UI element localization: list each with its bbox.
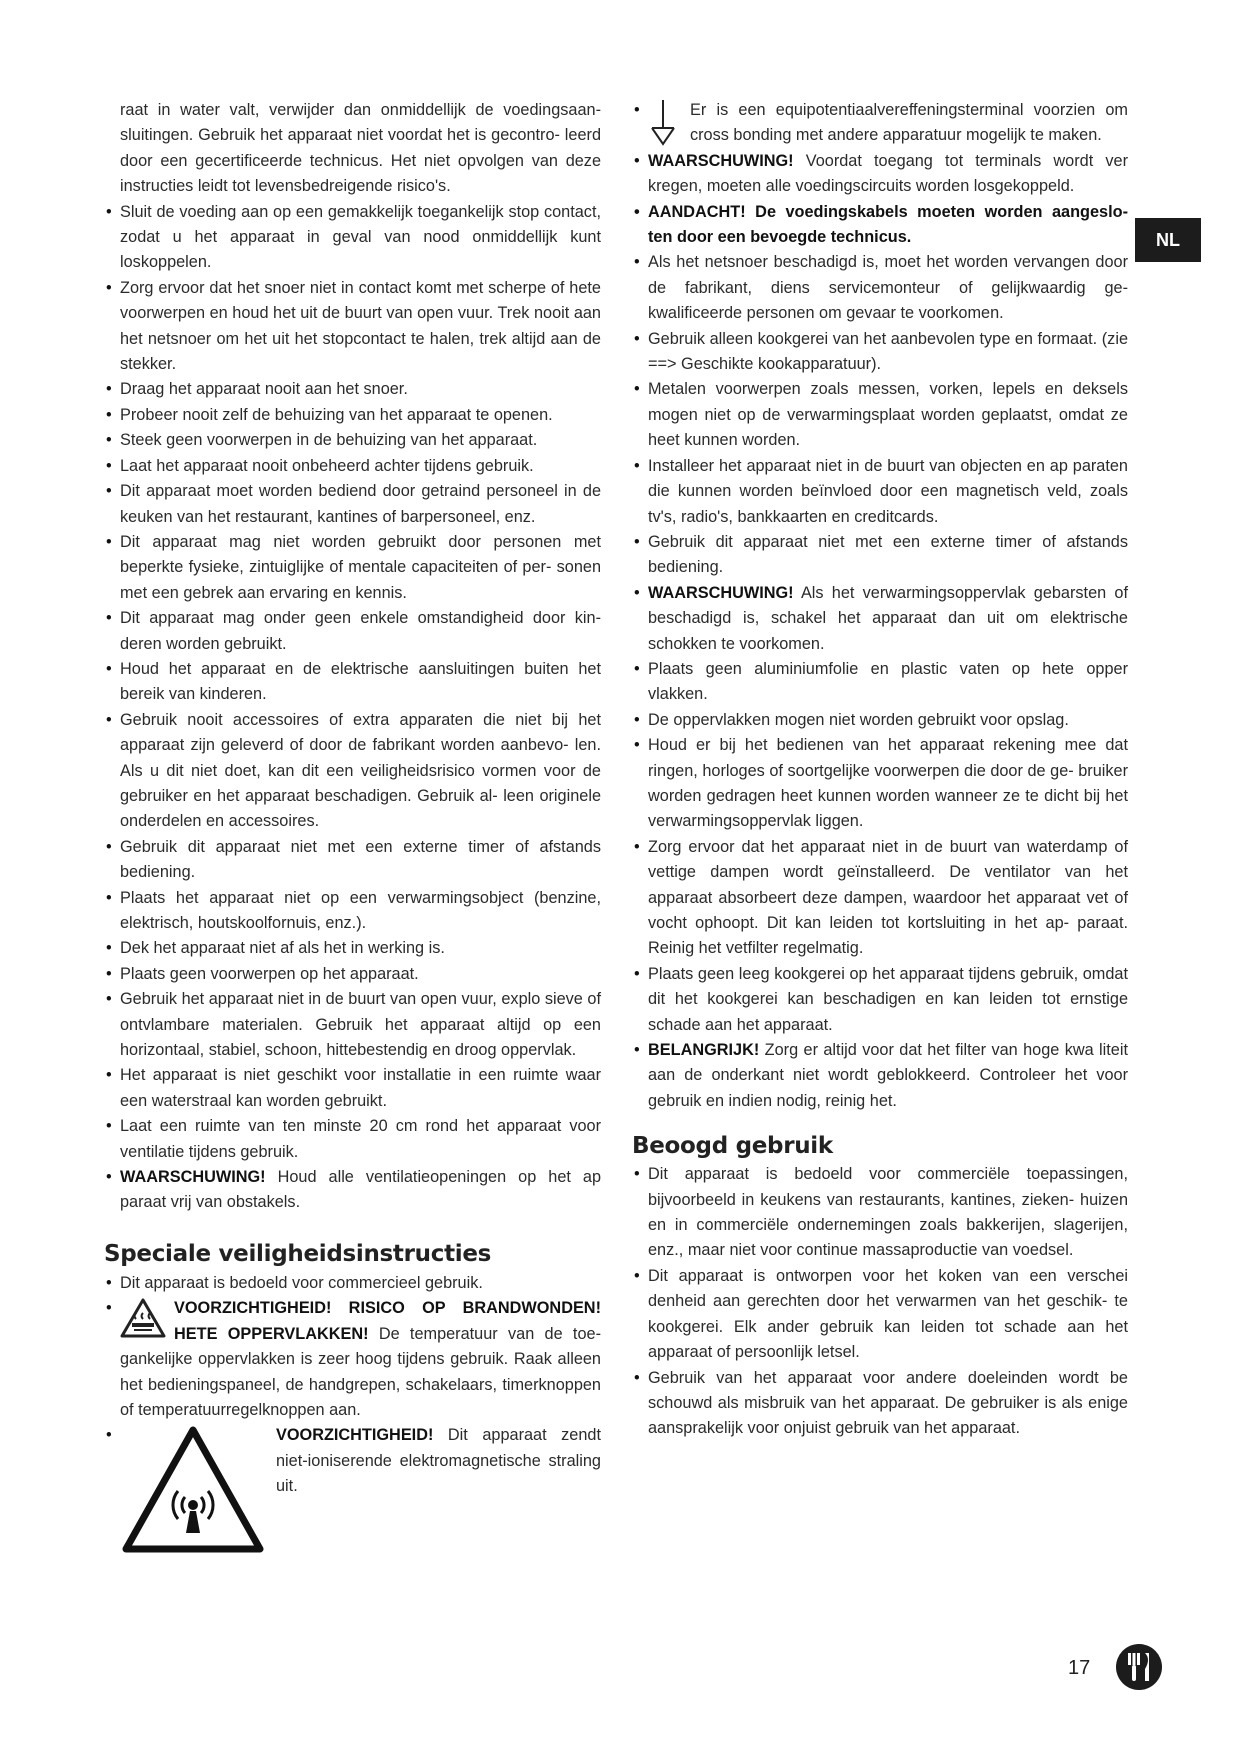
equipotential-text: Er is een equipotentiaalvereffeningsterminal voorzien om cross bonding met andere apparatuur mogelijk te maken. [690, 101, 1128, 145]
radiation-warning-icon [120, 1425, 266, 1555]
list-item: • Laat het apparaat nooit onbeheerd achter tijdens gebruik. [104, 454, 601, 479]
list-item: • Houd er bij het bedienen van het apparaat rekening mee dat ringen, horloges of soortgelijke voorwerpen die door de ge- bruiker worden gedragen heet kunnen worden wanneer ze te dicht bij het verwarmingsoppervlak liggen. [632, 733, 1128, 835]
radiation-warning-text: Dit apparaat zendt niet-ioniserende elektromagnetische straling uit. [276, 1426, 601, 1496]
cracked-surface-warning-item [632, 581, 1128, 657]
equipotential-item [632, 98, 1128, 149]
right-column [632, 98, 1128, 1442]
warning-text: Voordat toegang tot terminals wordt ver kregen, moeten alle voedingscircuits worden losgekoppeld. [648, 151, 1128, 196]
important-item [632, 1038, 1128, 1114]
list-item: • Metalen voorwerpen zoals messen, vorken, lepels en deksels mogen niet op de verwarmingsplaat worden geplaatst, omdat ze heet kunnen worden. [632, 377, 1128, 453]
list-item: • Sluit de voeding aan op een gemakkelijk toegankelijk stop contact, zodat u het apparaat in geval van nood onmiddellijk kunt loskoppelen. [104, 200, 601, 276]
list-item: • Als het netsnoer beschadigd is, moet het worden vervangen door de fabrikant, diens servicemonteur of gelijkwaardig ge- kwalificeerde personen om gevaar te voorkomen. [632, 250, 1128, 326]
list-item: • De oppervlakken mogen niet worden gebruikt voor opslag. [632, 708, 1128, 733]
warning-text: Houd alle ventilatieopeningen op het ap paraat vrij van obstakels. [120, 1168, 601, 1212]
list-item: • Dek het apparaat niet af als het in werking is. [104, 936, 601, 961]
equipotential-terminal-icon [648, 98, 678, 146]
list-item: • Gebruik nooit accessoires of extra apparaten die niet bij het apparaat zijn geleverd of door de fabrikant worden aanbevo- len. Als u dit niet doet, kan dit een veiligheidsrisico vormen voor de gebruiker en het apparaat beschadigen. Gebruik al- leen originele onderdelen en accessoires. [104, 708, 601, 835]
list-item: • Zorg ervoor dat het apparaat niet in de buurt van waterdamp of vettige dampen wordt geïnstalleerd. De ventilator van het apparaat absorbeert deze dampen, waardoor het apparaat vet of vocht ophoopt. Dit kan leiden tot kortsluiting in het ap- paraat. Reinig het vetfilter regelmatig. [632, 835, 1128, 962]
attention-item: • AANDACHT! De voedingskabels moeten worden aangeslo- ten door een bevoegde technicus. [632, 200, 1128, 251]
cutlery-logo-icon [1115, 1643, 1163, 1691]
section-heading-usage: Beoogd gebruik [632, 1133, 833, 1160]
burn-warning-label: VOORZICHTIGHEID! RISICO OP BRANDWONDEN! HETE OPPERVLAKKEN! [174, 1299, 601, 1343]
ventilation-warning-item [104, 1165, 601, 1216]
list-item: • Gebruik het apparaat niet in de buurt van open vuur, explo sieve of ontvlambare materialen. Gebruik het apparaat altijd op een horizontaal, stabiel, schoon, hittebestendig en droog oppervlak. [104, 987, 601, 1063]
list-item: • Installeer het apparaat niet in de buurt van objecten en ap paraten die kunnen worden beïnvloed door een magnetisch veld, zoals tv's, radio's, bankkaarten en creditcards. [632, 454, 1128, 530]
warning-text: Als het verwarmingsoppervlak gebarsten of beschadigd is, schakel het apparaat dan uit om elektrische schokken te voorkomen. [648, 583, 1128, 653]
burn-warning-text: De temperatuur van de toe- gankelijke oppervlakken is zeer hoog tijdens gebruik. Raak alleen het bedieningspaneel, de handgrepen, schakelaars, timerknoppen of temperatuurregelknoppen aan. [120, 1324, 601, 1419]
list-item: • Zorg ervoor dat het snoer niet in contact komt met scherpe of hete voorwerpen en houd het uit de buurt van open vuur. Trek nooit aan het netsnoer om het uit het stopcontact te halen, trek altijd aan de stekker. [104, 276, 601, 378]
hot-surface-warning-icon [120, 1298, 166, 1338]
list-item: • Gebruik dit apparaat niet met een externe timer of afstands bediening. [632, 530, 1128, 581]
list-item: • Probeer nooit zelf de behuizing van het apparaat te openen. [104, 403, 601, 428]
list-item: • Dit apparaat is bedoeld voor commerciële toepassingen, bijvoorbeeld in keukens van restaurants, kantines, zieken- huizen en in commerciële ondernemingen zoals bakkerijen, slagerijen, enz., maar niet voor continue massaproductie van voedsel. [632, 1162, 1128, 1264]
list-item: • Dit apparaat moet worden bediend door getraind personeel in de keuken van het restaurant, kantines of barpersoneel, enz. [104, 479, 601, 530]
list-item: • Laat een ruimte van ten minste 20 cm rond het apparaat voor ventilatie tijdens gebruik. [104, 1114, 601, 1165]
list-item: • Steek geen voorwerpen in de behuizing van het apparaat. [104, 428, 601, 453]
list-item: • Dit apparaat mag onder geen enkele omstandigheid door kin- deren worden gebruikt. [104, 606, 601, 657]
warning-label: WAARSCHUWING! [120, 1168, 266, 1187]
list-item: • Gebruik alleen kookgerei van het aanbevolen type en formaat. (zie ==> Geschikte kookapparatuur). [632, 327, 1128, 378]
intro-continuation: raat in water valt, verwijder dan onmiddellijk de voedingsaan- sluitingen. Gebruik het apparaat niet voordat het is gecontro- leerd door een gecertificeerde technicus. Het niet opvolgen van deze instructies leidt tot levensbedreigende risico's. [120, 101, 601, 196]
list-item: • Dit apparaat mag niet worden gebruikt door personen met beperkte fysieke, zintuiglijke of mentale capaciteiten of per- sonen met een gebrek aan ervaring en kennis. [104, 530, 601, 606]
list-item: • Plaats het apparaat niet op een verwarmingsobject (benzine, elektrisch, houtskoolfornuis, enz.). [104, 886, 601, 937]
list-item: • Dit apparaat is bedoeld voor commercieel gebruik. [104, 1271, 601, 1296]
list-item: • Plaats geen leeg kookgerei op het apparaat tijdens gebruik, omdat dit het kookgerei kan beschadigen en kan leiden tot ernstige schade aan het apparaat. [632, 962, 1128, 1038]
language-tab: NL [1135, 218, 1201, 262]
list-item: • Plaats geen voorwerpen op het apparaat. [104, 962, 601, 987]
left-column [104, 98, 601, 1559]
list-item: • Dit apparaat is ontworpen voor het koken van een verschei denheid aan gerechten door het verwarmen van het geschik- te kookgerei. Elk ander gebruik kan leiden tot schade aan het apparaat of persoonlijk letsel. [632, 1264, 1128, 1366]
list-item: • Plaats geen aluminiumfolie en plastic vaten op hete opper vlakken. [632, 657, 1128, 708]
radiation-warning-label: VOORZICHTIGHEID! [276, 1426, 434, 1445]
burn-warning-item [104, 1296, 601, 1423]
important-label: BELANGRIJK! [648, 1041, 760, 1060]
list-item: • Het apparaat is niet geschikt voor installatie in een ruimte waar een waterstraal kan worden gebruikt. [104, 1063, 601, 1114]
radiation-warning-item [104, 1423, 601, 1499]
terminals-warning-item [632, 149, 1128, 200]
section-heading-special: Speciale veiligheidsinstructies [104, 1240, 492, 1267]
list-item: • Gebruik dit apparaat niet met een externe timer of afstands bediening. [104, 835, 601, 886]
important-text: Zorg er altijd voor dat het filter van hoge kwa liteit aan de onderkant niet wordt geblokkeerd. Controleer het voor gebruik en indien nodig, reinig het. [648, 1041, 1128, 1110]
warning-label: WAARSCHUWING! [648, 583, 794, 602]
list-item: • Draag het apparaat nooit aan het snoer. [104, 377, 601, 402]
list-item: • Gebruik van het apparaat voor andere doeleinden wordt be schouwd als misbruik van het apparaat. De gebruiker is als enige aansprakelijk voor onjuist gebruik van het apparaat. [632, 1366, 1128, 1442]
warning-label: WAARSCHUWING! [648, 151, 794, 170]
list-item: • Houd het apparaat en de elektrische aansluitingen buiten het bereik van kinderen. [104, 657, 601, 708]
page-number: 17 [1068, 1657, 1091, 1679]
